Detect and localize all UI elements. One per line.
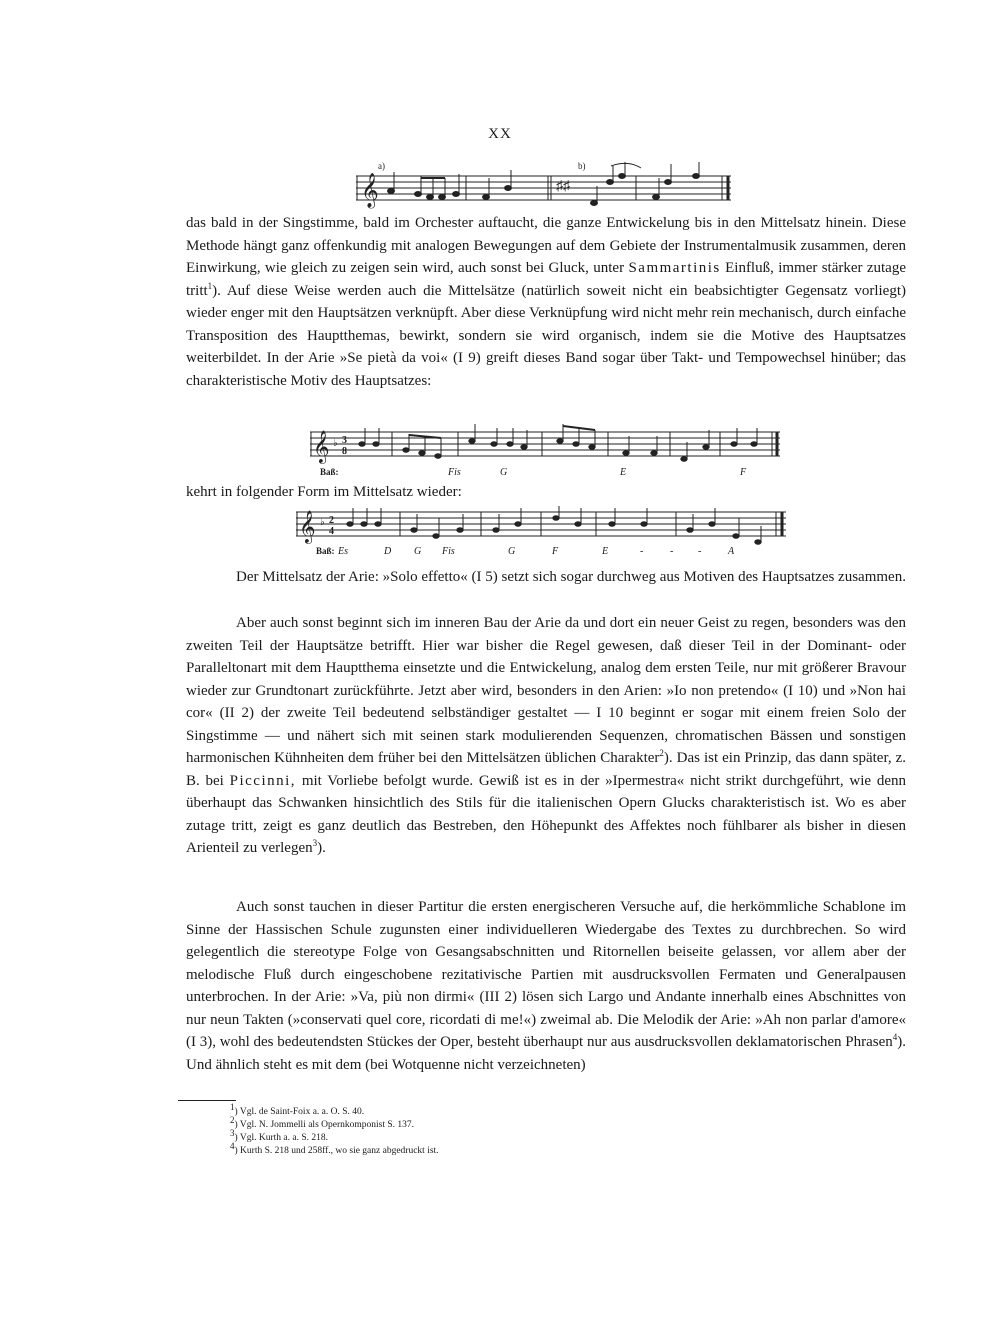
paragraph-5: Auch sonst tauchen in dieser Partitur die ersten energischeren Versuche auf, die herkömmliche Schablone im Sinne der Hassischen Schule zugunsten einer individuelleren Wiedergabe des Textes zu durchbrechen. So wird gelegentlich die stereotype Folge von Gesangsabschnitten und Ritornellen beiseite gelassen, vor allem aber der melodische Fluß durch eingeschobene rezitativische Partien mit ausdrucksvollen Fermaten und Generalpausen unterbrochen. In der Arie: »Va, più non dirmi« (III 2) lösen sich Largo und Andante innerhalb eines Abschnittes von nur neun Takten (»conservati quel core, ricordati di me!«) zweimal ab. Die Melodik der Arie: »Ah non parlar d'amore« (I 3), wohl des bedeutendsten Stückes der Oper, besteht überhaupt nur aus ausdrucksvollen deklamatorischen Phrasen$^4$). Und ähnlich steht es mit dem (bei Wotquenne nicht verzeichneten) <box>186 899 906 1073</box>
bass-line-2: Baß: Fis G E F <box>320 467 747 478</box>
svg-text:𝄞: 𝄞 <box>361 173 379 208</box>
svg-text:♭: ♭ <box>320 517 325 528</box>
svg-text:3: 3 <box>342 435 347 446</box>
footnote-ref-2: 2 <box>659 748 664 758</box>
paragraph-4: Aber auch sonst beginnt sich im inneren Bau der Arie da und dort ein neuer Geist zu regen, besonders was den zweiten Teil der Hauptsätze betrifft. Hier war bisher die Regel gewesen, daß dieser Teil in der Dominant- oder Paralleltonart mit dem Hauptthema einsetzte und die Entwickelung, analog dem ersten Teile, nur mit größerer Bravour wieder zur Grundtonart zurückführte. Jetzt aber wird, besonders in den Arien: »Io non pretendo« (I 10) und »Non hai cor« (II 2) der zweite Teil bedeutend selbständiger gestaltet — I 10 beginnt er sogar mit einem freien Solo der Singstimme — und nähert sich mit seinen stark modulierenden Sequenzen, chromatischen Bässen und sonstigen harmonischen Kühnheiten dem früher bei den Mittelsätzen üblichen Charakter$^2$). Das ist ein Prinzip, das dann später, z. B. bei Piccinni, mit Vorliebe befolgt wurde. Gewiß ist es in der »Ipermestra« nicht strikt durchgeführt, wie denn überhaupt das Schwanken hinsichtlich des Stils für die italienischen Opern Glucks charakteristisch ist. Wo es aber zutage tritt, zeigt es ganz deutlich das Bestreben, den Höhepunkt des Affektes noch fühlbarer als bisher in diesen Arienteil zu verlegen$^3$). <box>186 615 906 856</box>
footnote-1: $^1$) Vgl. de Saint-Foix a. a. O. S. 40. <box>230 1101 365 1117</box>
page-number: XX <box>488 126 512 142</box>
footnote-divider <box>178 1100 236 1101</box>
music-example-3 <box>296 506 796 548</box>
footnote-2: $^2$) Vgl. N. Jommelli als Opernkomponist S. 137. <box>230 1114 415 1130</box>
svg-text:♭: ♭ <box>333 438 338 449</box>
name-sammartinis: Sammartinis <box>628 260 721 276</box>
svg-text:♯♯: ♯♯ <box>556 179 570 194</box>
name-piccinni: Piccinni, <box>229 772 297 789</box>
svg-text:a): a) <box>378 161 385 171</box>
footnote-4: $^4$) Kurth S. 218 und 258ff., wo sie ganz abgedruckt ist. <box>230 1140 439 1156</box>
music-example-2 <box>310 420 785 468</box>
svg-text:b): b) <box>578 161 586 171</box>
footnotes <box>230 1101 439 1158</box>
svg-text:𝄞: 𝄞 <box>313 430 330 463</box>
music-example-1 <box>356 160 736 216</box>
svg-text:8: 8 <box>342 446 347 457</box>
footnote-ref-4: 4 <box>892 1032 898 1042</box>
svg-text:𝄞: 𝄞 <box>299 510 316 543</box>
footnote-ref-3: 3 <box>312 838 318 848</box>
paragraph-1: das bald in der Singstimme, bald im Orchester auftaucht, die ganze Entwickelung bis in den Mittelsatz hinein. Diese Methode hängt ganz offenkundig mit analogen Bewegungen auf dem Gebiete der Instrumentalmusik zusammen, deren Einwirkung, wie gleich zu zeigen sein wird, auch sonst bei Gluck, unter Sammartinis Einfluß, immer stärker zutage tritt$^1$). Auf diese Weise werden auch die Mittelsätze (natürlich soweit nicht ein beabsichtigter Gegensatz vorliegt) wieder enger mit den Hauptsätzen verknüpft. Aber diese Verknüpfung wird nicht mehr rein mechanisch, durch einfache Transposition des Hauptthemas, bewirkt, sondern sie wird organisch, indem sie die Motive des Hauptsatzes weiterbildet. In der Arie »Se pietà da voi« (I 9) greift dieses Band sogar über Takt- und Tempowechsel hinüber; das charakteristische Motiv des Hauptsatzes: <box>186 215 906 389</box>
paragraph-2: kehrt in folgender Form im Mittelsatz wieder: <box>186 484 462 500</box>
bass-line-3: Baß: Es D G Fis G F E - - - A <box>316 546 735 557</box>
paragraph-3: Der Mittelsatz der Arie: »Solo effetto« (I 5) setzt sich sogar durchweg aus Motiven des Hauptsatzes zusammen. <box>236 569 906 585</box>
svg-text:4: 4 <box>329 526 334 537</box>
footnote-3: $^3$) Vgl. Kurth a. a. S. 218. <box>230 1127 328 1143</box>
footnote-ref-1: 1 <box>207 280 213 291</box>
svg-text:2: 2 <box>329 515 334 526</box>
